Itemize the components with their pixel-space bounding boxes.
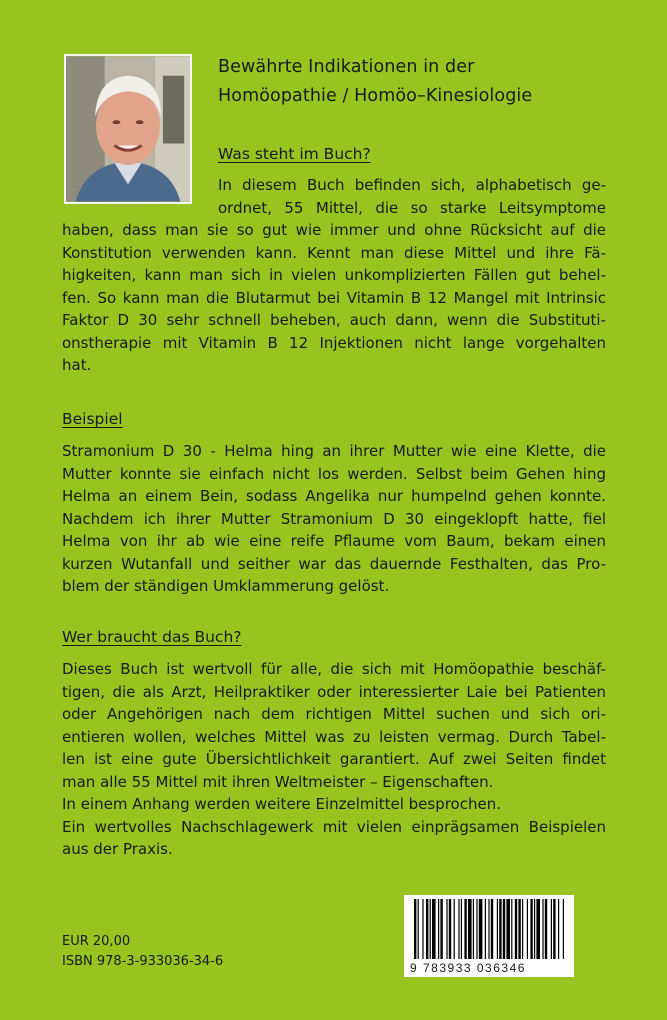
text-line: Konstitution verwenden kann. Kennt man diese Mittel und ihre Fä- xyxy=(62,243,606,262)
section-text-beispiel xyxy=(62,440,606,598)
text-line: kurzen Wutanfall und seither war das dauernde Festhalten, das Pro- xyxy=(62,554,606,573)
barcode-bar xyxy=(446,899,447,959)
text-line: In diesem Buch befinden sich, alphabetisch ge- xyxy=(218,176,606,194)
section-heading-wer-braucht: Wer braucht das Buch? xyxy=(62,628,242,646)
barcode-bar xyxy=(464,899,466,959)
price-block xyxy=(62,932,223,972)
text-line: Helma von ihr ab wie eine reife Pflaume vom Baum, bekam einen xyxy=(62,532,606,550)
barcode-bar xyxy=(518,899,520,959)
barcode-bar xyxy=(522,899,523,959)
text-line: Faktor D 30 sehr schnell beheben, auch dann, wenn die Substituti- xyxy=(62,311,606,329)
section-text-was-steht xyxy=(62,174,606,377)
barcode-bar xyxy=(485,899,486,959)
barcode-bar xyxy=(468,899,472,959)
title-line-2: Homöopathie / Homöo–Kinesiologie xyxy=(218,86,533,106)
barcode-bar xyxy=(534,899,535,959)
section-text-wer-braucht xyxy=(62,658,606,861)
barcode-bar xyxy=(473,899,474,959)
barcode-bar xyxy=(497,899,498,959)
barcode-bar xyxy=(414,899,416,959)
text-line: aus der Praxis. xyxy=(62,840,173,858)
barcode-bar xyxy=(438,899,439,959)
barcode-bar xyxy=(536,899,540,959)
barcode-bar xyxy=(422,899,423,959)
text-line: higkeiten, kann man sich in vielen unkomplizierten Fällen gut behel- xyxy=(62,266,606,284)
barcode-bar xyxy=(454,899,455,959)
text-line: len ist eine gute Übersichtlichkeit garantiert. Auf zwei Seiten findet xyxy=(62,750,606,768)
text-line: Dieses Buch ist wertvoll für alle, die sich mit Homöopathie beschäf- xyxy=(62,660,606,678)
text-line: blem der ständigen Umklammerung gelöst. xyxy=(62,577,390,595)
text-line: haben, dass man sie so gut wie immer und ohne Rücksicht auf die xyxy=(62,221,606,239)
barcode-bar xyxy=(440,899,442,959)
isbn-label: ISBN 978-3-933036-34-6 xyxy=(62,954,224,969)
barcode-bar xyxy=(449,899,451,959)
barcode xyxy=(404,895,574,977)
barcode-bar xyxy=(458,899,459,959)
section-heading-beispiel: Beispiel xyxy=(62,410,123,428)
barcode-bar xyxy=(511,899,512,959)
text-line: Mutter konnte sie einfach nicht los werden. Selbst beim Gehen hing xyxy=(62,464,606,483)
text-line: ordnet, 55 Mittel, die so starke Leitsymptome xyxy=(218,198,606,217)
text-line: man alle 55 Mittel mit ihren Weltmeister – Eigenschaften. xyxy=(62,772,494,791)
section-heading-was-steht: Was steht im Buch? xyxy=(218,145,371,163)
barcode-bar xyxy=(545,899,547,959)
text-line: entieren wollen, welches Mittel was zu leisten vermag. Durch Tabel- xyxy=(62,727,606,746)
barcode-bar xyxy=(558,899,559,959)
text-line: oder Angehörigen nach dem richtigen Mittel suchen und sich ori- xyxy=(62,705,606,723)
text-line: fen. So kann man die Blutarmut bei Vitamin B 12 Mangel mit Intrinsic xyxy=(62,288,606,307)
text-line: Nachdem ich ihrer Mutter Stramonium D 30 eingeklopft hatte, fiel xyxy=(62,509,606,528)
barcode-bar xyxy=(551,899,552,959)
text-line: hat. xyxy=(62,356,92,374)
text-line: tigen, die als Arzt, Heilpraktiker oder interessierter Laie bei Patienten xyxy=(62,682,606,701)
barcode-icon xyxy=(412,899,566,959)
barcode-bar xyxy=(476,899,477,959)
barcode-bar xyxy=(491,899,493,959)
barcode-bar xyxy=(488,899,489,959)
barcode-bar xyxy=(515,899,517,959)
barcode-bar xyxy=(530,899,532,959)
book-title xyxy=(218,53,638,111)
text-line: Helma an einem Bein, sodass Angelika nur humpelnd gehen konnte. xyxy=(62,487,606,505)
barcode-bar xyxy=(553,899,555,959)
text-line: Ein wertvolles Nachschlagewerk mit vielen einprägsamen Beispielen xyxy=(62,817,606,836)
text-line: Stramonium D 30 - Helma hing an ihrer Mutter wie eine Klette, die xyxy=(62,442,606,460)
barcode-bar xyxy=(563,899,564,959)
barcode-bar xyxy=(430,899,431,959)
barcode-bar xyxy=(426,899,428,959)
barcode-bar xyxy=(499,899,501,959)
text-line: In einem Anhang werden weitere Einzelmittel besprochen. xyxy=(62,795,501,813)
barcode-bar xyxy=(461,899,462,959)
barcode-bar xyxy=(418,899,419,959)
title-line-1: Bewährte Indikationen in der xyxy=(218,57,475,77)
barcode-bar xyxy=(479,899,483,959)
text-line: onstherapie mit Vitamin B 12 Injektionen nicht lange vorgehalten xyxy=(62,333,606,352)
barcode-bar xyxy=(432,899,436,959)
barcode-bar xyxy=(503,899,505,959)
barcode-bar xyxy=(506,899,510,959)
barcode-number: 9 783933 036346 xyxy=(410,961,526,975)
barcode-bar xyxy=(542,899,543,959)
price-label: EUR 20,00 xyxy=(62,934,131,949)
barcode-bar xyxy=(527,899,528,959)
